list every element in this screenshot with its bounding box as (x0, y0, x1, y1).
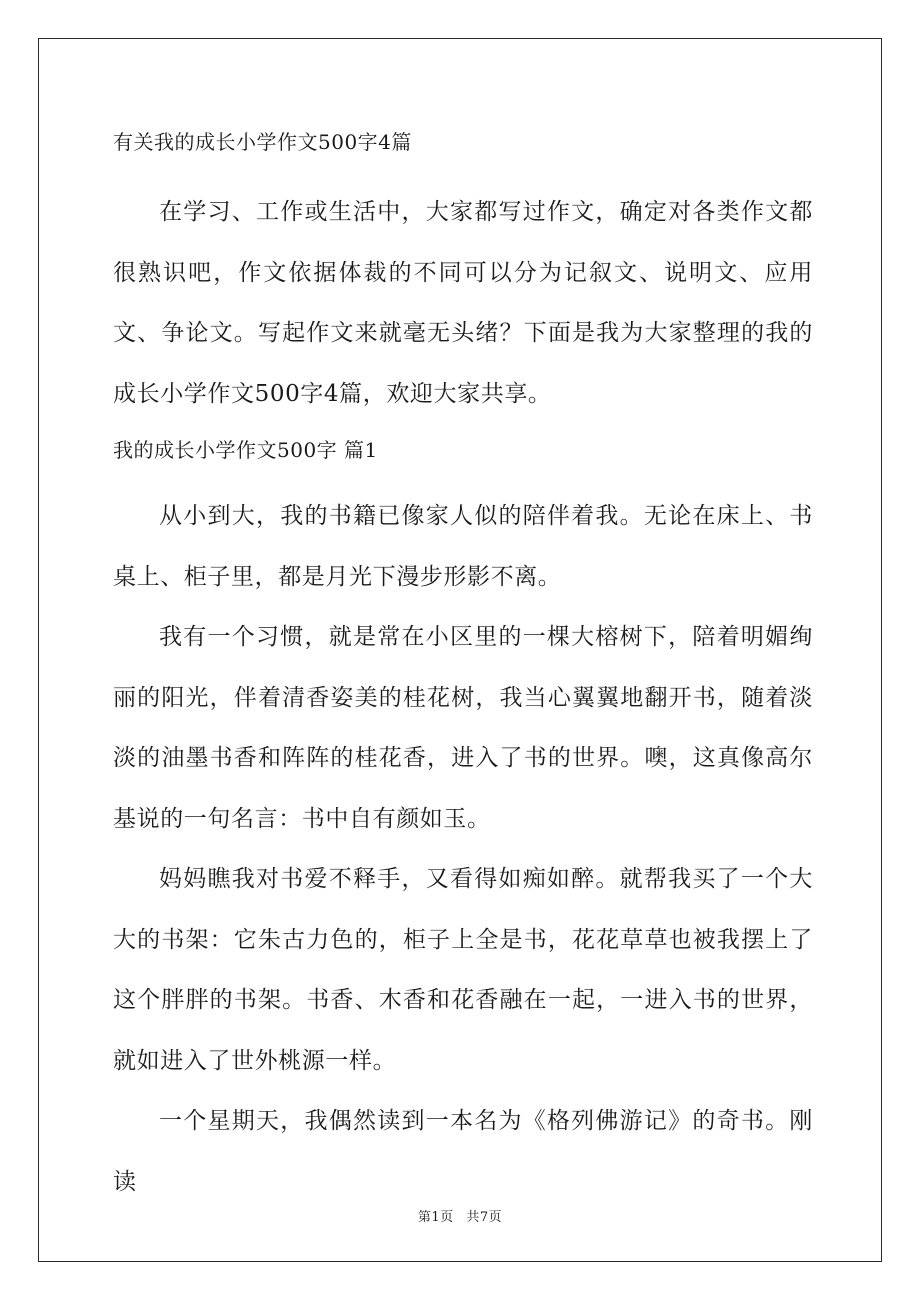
body-paragraph-2: 我有一个习惯，就是常在小区里的一棵大榕树下，陪着明媚绚丽的阳光，伴着清香姿美的桂花树，我当心翼翼地翻开书，随着淡淡的油墨书香和阵阵的桂花香，进入了书的世界。噢，这真像高尔基说的一句名言：书中自有颜如玉。 (113, 624, 813, 832)
body-paragraph-4: 一个星期天，我偶然读到一本名为《格列佛游记》的奇书。刚读 (113, 1108, 813, 1195)
page-number: 第1页 (417, 1210, 454, 1225)
page-total: 共7页 (466, 1210, 503, 1225)
intro-paragraph: 在学习、工作或生活中，大家都写过作文，确定对各类作文都很熟识吧，作文依据体裁的不同可以分为记叙文、说明文、应用文、争论文。写起作文来就毫无头绪？下面是我为大家整理的我的成长小学作文500字4篇，欢迎大家共享。 (113, 199, 813, 407)
document-body (113, 118, 813, 1212)
page-footer (0, 1206, 920, 1225)
body-paragraph-1: 从小到大，我的书籍已像家人似的陪伴着我。无论在床上、书桌上、柜子里，都是月光下漫步形影不离。 (113, 503, 813, 590)
body-paragraph-3: 妈妈瞧我对书爱不释手，又看得如痴如醉。就帮我买了一个大大的书架：它朱古力色的，柜子上全是书，花花草草也被我摆上了这个胖胖的书架。书香、木香和花香融在一起，一进入书的世界，就如进入了世外桃源一样。 (113, 866, 813, 1074)
document-title: 有关我的成长小学作文500字4篇 (113, 130, 412, 154)
section-title: 我的成长小学作文500字 篇1 (113, 438, 378, 462)
